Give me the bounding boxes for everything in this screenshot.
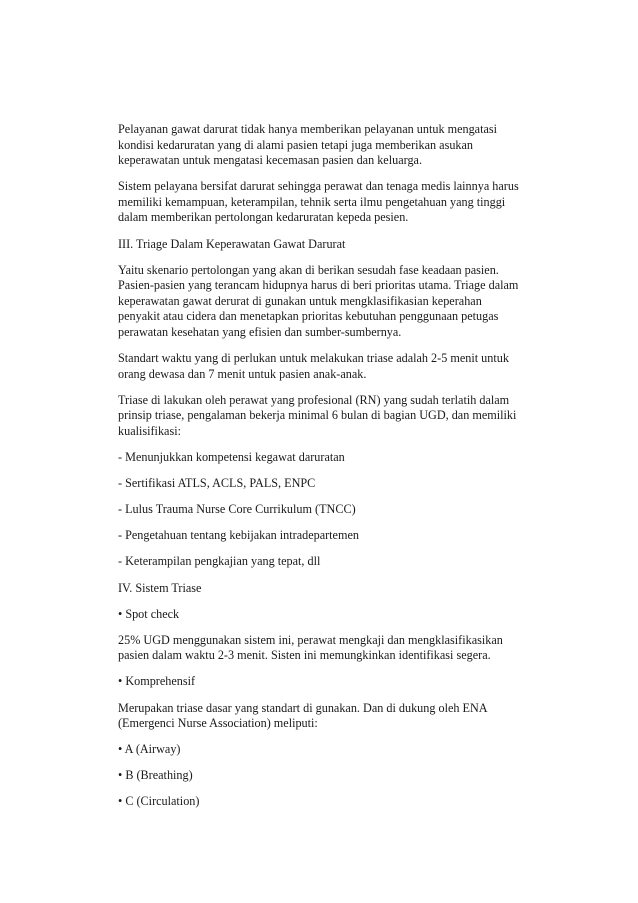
text-line: memiliki kemampuan, keterampilan, tehnik serta ilmu pengetahuan yang tinggi [118, 194, 506, 209]
list-item-text: - Keterampilan pengkajian yang tepat, dll [118, 554, 321, 569]
list-item-text: - Menunjukkan kompetensi kegawat daruratan [118, 450, 345, 465]
bullet-item [118, 607, 548, 623]
bullet-item [118, 674, 548, 690]
text-line: Pelayanan gawat darurat tidak hanya memberikan pelayanan untuk mengatasi [118, 122, 498, 136]
list-item-text: - Sertifikasi ATLS, ACLS, PALS, ENPC [118, 476, 316, 491]
qualification-paragraph [118, 393, 548, 440]
text-line: (Emergenci Nurse Association) meliputi: [118, 716, 318, 731]
list-item [118, 528, 548, 544]
spot-check-paragraph [118, 633, 548, 664]
heading-text: III. Triage Dalam Keperawatan Gawat Darurat [118, 236, 346, 251]
text-line: kualisifikasi: [118, 424, 181, 438]
text-line: perawatan kesehatan yang efisien dan sumber-sumbernya. [118, 325, 402, 340]
text-line: kondisi kedaruratan yang di alami pasien tetapi juga memberikan asukan [118, 137, 474, 152]
system-paragraph [118, 179, 548, 226]
bullet-text: • Spot check [118, 606, 180, 621]
text-line: Merupakan triase dasar yang standart di gunakan. Dan di dukung oleh ENA [118, 700, 488, 715]
list-item-text: - Lulus Trauma Nurse Core Currikulum (TNCC) [118, 502, 356, 517]
list-item [118, 554, 548, 570]
comprehensive-paragraph [118, 701, 548, 732]
text-line: Standart waktu yang di perlukan untuk melakukan triase adalah 2-5 menit untuk [118, 351, 509, 366]
section-heading-triage [118, 237, 548, 253]
text-line: pasien dalam waktu 2-3 menit. Sisten ini memungkinkan identifikasi segera. [118, 648, 491, 663]
list-item-text: - Pengetahuan tentang kebijakan intradepartemen [118, 528, 359, 543]
bullet-text: • Komprehensif [118, 674, 196, 689]
intro-paragraph [118, 122, 548, 169]
list-item [118, 450, 548, 466]
standard-time-paragraph [118, 351, 548, 382]
text-line: Sistem pelayana bersifat darurat sehingga perawat dan tenaga medis lainnya harus [118, 179, 519, 194]
list-item [118, 476, 548, 492]
bullet-text: • B (Breathing) [118, 768, 193, 783]
bullet-item [118, 768, 548, 784]
heading-text: IV. Sistem Triase [118, 580, 202, 595]
section-heading-system [118, 581, 548, 597]
triage-definition-paragraph [118, 263, 548, 341]
text-line: dalam memberikan pertolongan kedaruratan kepeda pesien. [118, 210, 409, 225]
text-line: Yaitu skenario pertolongan yang akan di berikan sesudah fase keadaan pasien. [118, 262, 499, 277]
list-item [118, 502, 548, 518]
bullet-text: • A (Airway) [118, 742, 181, 757]
document-page [118, 122, 548, 821]
text-line: Pasien-pasien yang terancam hidupnya harus di beri prioritas utama. Triage dalam [118, 278, 519, 293]
bullet-text: • C (Circulation) [118, 794, 200, 809]
text-line: penyakit atau cidera dan menetapkan prioritas kebutuhan penggunaan petugas [118, 309, 499, 324]
text-line: 25% UGD menggunakan sistem ini, perawat mengkaji dan mengklasifikasikan [118, 632, 503, 647]
text-line: prinsip triase, pengalaman bekerja minimal 6 bulan di bagian UGD, dan memiliki [118, 408, 517, 423]
bullet-item [118, 794, 548, 810]
text-line: Triase di lakukan oleh perawat yang profesional (RN) yang sudah terlatih dalam [118, 392, 510, 407]
text-line: orang dewasa dan 7 menit untuk pasien anak-anak. [118, 366, 367, 381]
bullet-item [118, 742, 548, 758]
text-line: keperawatan untuk mengatasi kecemasan pasien dan keluarga. [118, 153, 422, 168]
text-line: keperawatan gawat derurat di gunakan untuk mengklasifikasian keperahan [118, 293, 482, 308]
